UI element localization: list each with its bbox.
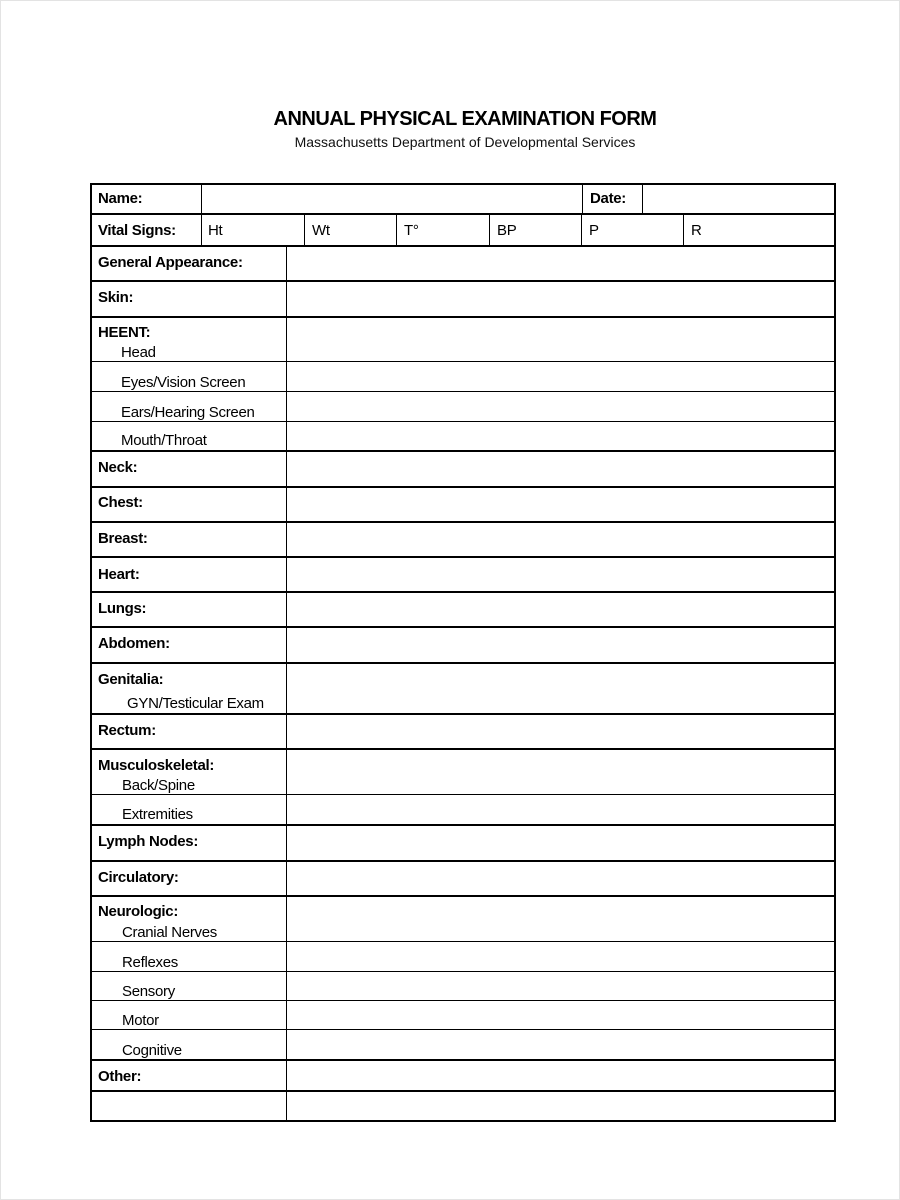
breast-field[interactable] [287, 523, 834, 556]
line [582, 183, 583, 215]
title-block [0, 108, 900, 150]
circulatory-label: Circulatory: [98, 869, 179, 886]
general-appearance-field[interactable] [287, 247, 834, 280]
general-appearance-label: General Appearance: [98, 254, 243, 271]
heent-head-label: Head [121, 344, 156, 361]
line [304, 213, 305, 247]
abdomen-label: Abdomen: [98, 635, 170, 652]
rectum-field[interactable] [287, 715, 834, 748]
form-title: ANNUAL PHYSICAL EXAMINATION FORM [273, 108, 657, 130]
chest-field[interactable] [287, 488, 834, 521]
vital-ht-label[interactable]: Ht [208, 222, 223, 239]
vital-signs-label: Vital Signs: [98, 222, 176, 239]
vital-resp-label[interactable]: R [691, 222, 702, 239]
neck-label: Neck: [98, 459, 138, 476]
line [396, 213, 397, 247]
neck-field[interactable] [287, 452, 834, 486]
neurologic-reflexes-field[interactable] [287, 942, 834, 971]
musculoskeletal-extremities-field[interactable] [287, 795, 834, 824]
heent-ears-label: Ears/Hearing Screen [121, 404, 255, 421]
line [90, 183, 92, 1122]
neurologic-sensory-field[interactable] [287, 972, 834, 1000]
lungs-field[interactable] [287, 593, 834, 626]
chest-label: Chest: [98, 494, 143, 511]
rectum-label: Rectum: [98, 722, 156, 739]
skin-label: Skin: [98, 289, 134, 306]
date-field[interactable] [643, 185, 834, 213]
other-label: Other: [98, 1068, 142, 1085]
abdomen-field[interactable] [287, 628, 834, 662]
name-label: Name: [98, 190, 143, 207]
lymph-nodes-field[interactable] [287, 826, 834, 860]
breast-label: Breast: [98, 530, 148, 547]
musculoskeletal-back-label: Back/Spine [122, 777, 195, 794]
heent-label: HEENT: [98, 324, 151, 341]
neurologic-cognitive-field[interactable] [287, 1030, 834, 1059]
name-field[interactable] [202, 185, 582, 213]
other-field[interactable] [287, 1061, 834, 1090]
lymph-nodes-label: Lymph Nodes: [98, 833, 199, 850]
neurologic-label: Neurologic: [98, 903, 179, 920]
other-continued-field[interactable] [92, 1092, 834, 1120]
heent-eyes-field[interactable] [287, 362, 834, 391]
line [683, 213, 684, 247]
vital-wt-label[interactable]: Wt [312, 222, 330, 239]
neurologic-motor-field[interactable] [287, 1001, 834, 1029]
heart-field[interactable] [287, 558, 834, 591]
musculoskeletal-extremities-label: Extremities [122, 806, 193, 823]
neurologic-cognitive-label: Cognitive [122, 1042, 182, 1059]
skin-field[interactable] [287, 282, 834, 316]
date-label: Date: [590, 190, 627, 207]
heent-head-field[interactable] [287, 318, 834, 361]
heent-mouth-field[interactable] [287, 422, 834, 450]
neurologic-sensory-label: Sensory [122, 983, 175, 1000]
heent-mouth-label: Mouth/Throat [121, 432, 207, 449]
heent-eyes-label: Eyes/Vision Screen [121, 374, 246, 391]
exam-form-table [90, 183, 836, 1123]
musculoskeletal-back-field[interactable] [287, 750, 834, 794]
line [201, 213, 202, 247]
vital-temp-label[interactable]: T° [404, 222, 419, 239]
musculoskeletal-label: Musculoskeletal: [98, 757, 215, 774]
vital-pulse-label[interactable]: P [589, 222, 599, 239]
genitalia-label: Genitalia: [98, 671, 164, 688]
line [834, 183, 836, 1122]
circulatory-field[interactable] [287, 862, 834, 895]
lungs-label: Lungs: [98, 600, 147, 617]
line [581, 213, 582, 247]
vital-bp-label[interactable]: BP [497, 222, 517, 239]
form-subtitle: Massachusetts Department of Developmental Services [294, 134, 636, 150]
line [489, 213, 490, 247]
neurologic-cranial-label: Cranial Nerves [122, 924, 217, 941]
line [90, 1120, 836, 1122]
neurologic-cranial-field[interactable] [287, 897, 834, 941]
heent-ears-field[interactable] [287, 392, 834, 421]
genitalia-field[interactable] [287, 664, 834, 713]
heart-label: Heart: [98, 566, 140, 583]
neurologic-motor-label: Motor [122, 1012, 159, 1029]
neurologic-reflexes-label: Reflexes [122, 954, 178, 971]
genitalia-exam-label: GYN/Testicular Exam [127, 695, 264, 712]
